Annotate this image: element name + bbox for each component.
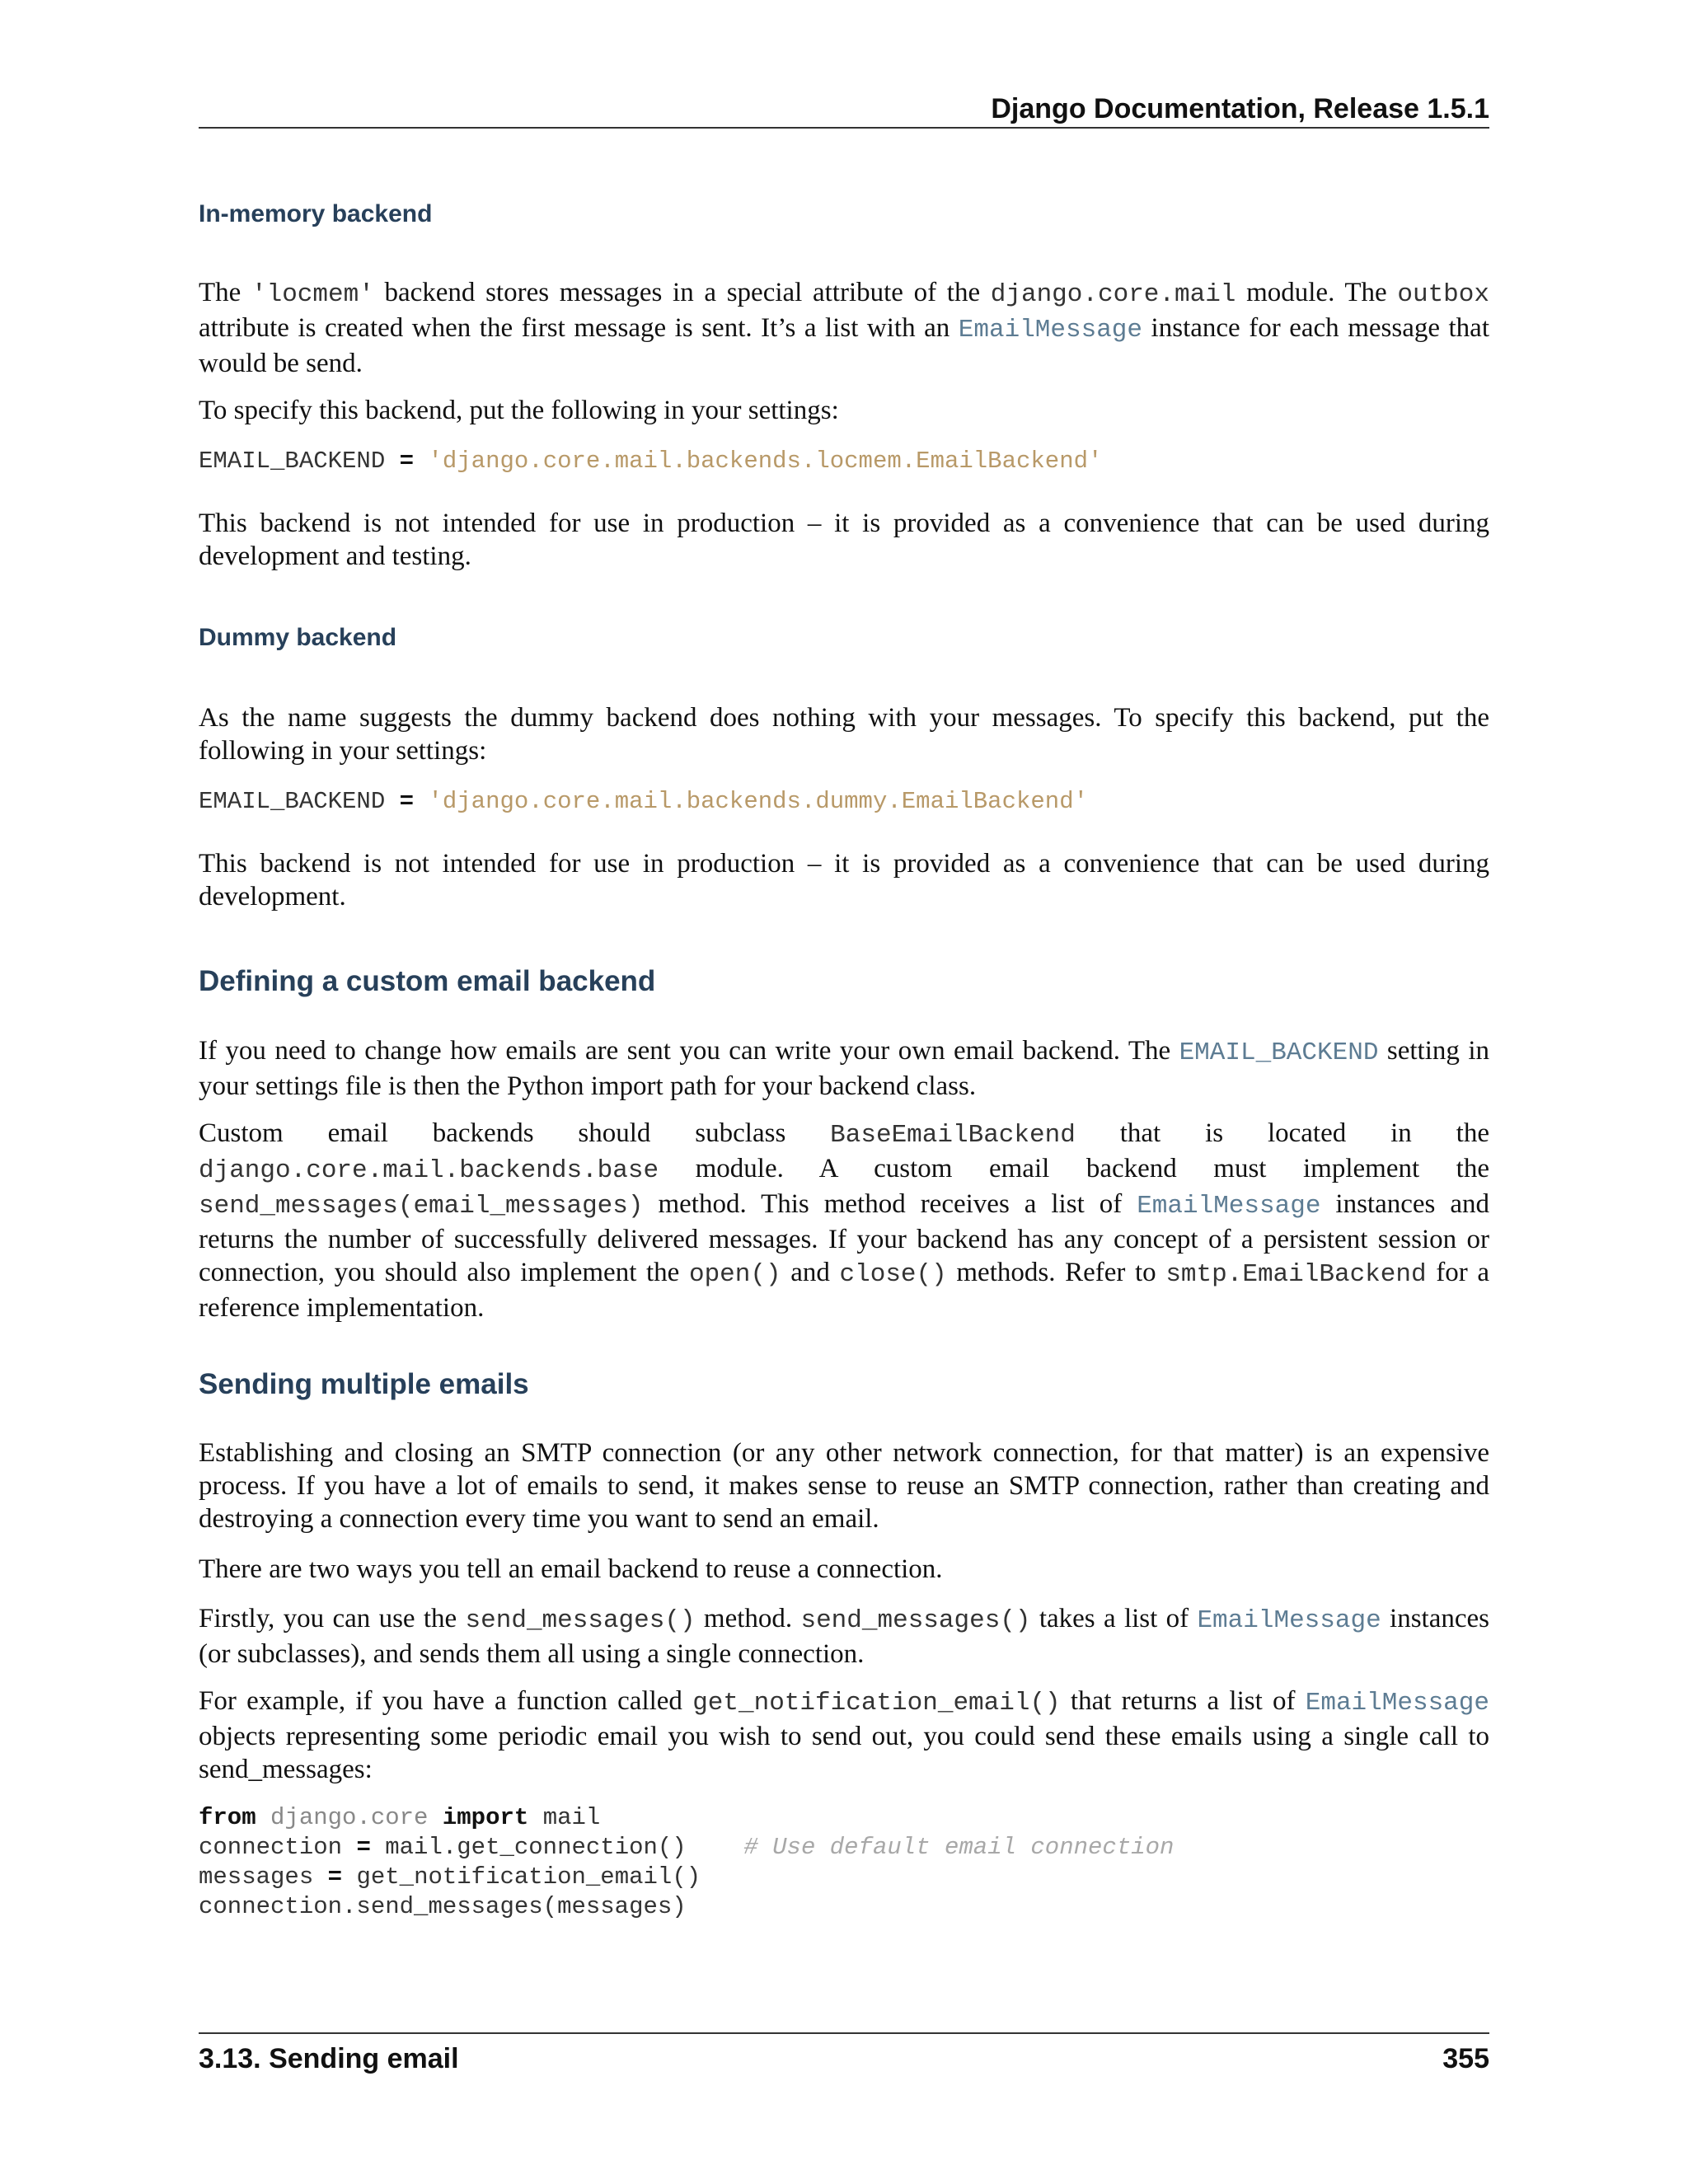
multiple-paragraph-2: There are two ways you tell an email backend to reuse a connection.	[199, 1554, 943, 1584]
footer-section-title: 3.13. Sending email	[199, 2043, 459, 2074]
code-line-3: messages = get_notification_email()	[199, 1863, 701, 1891]
inmemory-paragraph-3: This backend is not intended for use in production – it is provided as a convenience that can be used during development and testing.	[199, 509, 1489, 571]
code-line-2: connection = mail.get_connection() # Use default email connection	[199, 1834, 1175, 1861]
code-outbox: outbox	[1397, 280, 1489, 309]
code-locmem: 'locmem'	[251, 280, 374, 309]
heading-sending-multiple: Sending multiple emails	[199, 1368, 529, 1400]
multiple-paragraph-1: Establishing and closing an SMTP connection (or any other network connection, for that matter) is an expensive process. If you have a lot of emails to send, it makes sense to reuse an SMTP connection, rather than creating and destroying a connection every time you want to send an email.	[199, 1438, 1489, 1534]
link-email-backend-setting[interactable]: EMAIL_BACKEND	[1179, 1038, 1379, 1067]
inmemory-paragraph-1: The 'locmem' backend stores messages in a special attribute of the django.core.mail module. The outbox attribute is created when the first message is sent. It’s a list with an EmailMessage instance for each message that would be send.	[199, 278, 1489, 378]
code-block-dummy: EMAIL_BACKEND = 'django.core.mail.backends.dummy.EmailBackend'	[199, 788, 1088, 815]
inmemory-paragraph-2: To specify this backend, put the following in your settings:	[199, 396, 839, 425]
heading-dummy-backend: Dummy backend	[199, 624, 397, 651]
code-line-4: connection.send_messages(messages)	[199, 1893, 687, 1920]
code-comment: # Use default email connection	[743, 1834, 1175, 1861]
link-emailmessage[interactable]: EmailMessage	[958, 316, 1143, 344]
link-emailmessage[interactable]: EmailMessage	[1305, 1689, 1489, 1718]
custom-paragraph-1: If you need to change how emails are sent you can write your own email backend. The EMAIL_BACKEND setting in your settings file is then the Python import path for your backend class.	[199, 1036, 1489, 1101]
code-line-1: from django.core import mail	[199, 1804, 601, 1831]
multiple-paragraph-4: For example, if you have a function called get_notification_email() that returns a list of EmailMessage objects representing some periodic email you wish to send out, you could send these emails using a single call to send_messages:	[199, 1686, 1489, 1784]
footer-page-number: 355	[1442, 2043, 1489, 2074]
heading-custom-backend: Defining a custom email backend	[199, 965, 656, 997]
custom-paragraph-2: Custom email backends should subclass BaseEmailBackend that is located in the django.core.mail.backends.base module. A custom email backend must implement the send_messages(email_messages) method. This method receives a list of EmailMessage instances and returns the number of successfully delivered messages. If your backend has any concept of a persistent session or connection, you should also implement the open() and close() methods. Refer to smtp.EmailBackend for a reference implementation.	[199, 1118, 1489, 1323]
running-header: Django Documentation, Release 1.5.1	[199, 91, 1489, 129]
multiple-paragraph-3: Firstly, you can use the send_messages() method. send_messages() takes a list of EmailMessage instances (or subclasses), and sends them all using a single connection.	[199, 1604, 1489, 1669]
link-emailmessage[interactable]: EmailMessage	[1137, 1192, 1321, 1221]
dummy-paragraph-2: This backend is not intended for use in production – it is provided as a convenience that can be used during development.	[199, 849, 1489, 912]
code-django-core-mail: django.core.mail	[990, 280, 1236, 309]
link-emailmessage[interactable]: EmailMessage	[1197, 1606, 1381, 1635]
footer-rule	[199, 2032, 1489, 2034]
code-block-locmem: EMAIL_BACKEND = 'django.core.mail.backends.locmem.EmailBackend'	[199, 448, 1103, 475]
heading-inmemory-backend: In-memory backend	[199, 200, 433, 227]
dummy-paragraph-1: As the name suggests the dummy backend does nothing with your messages. To specify this backend, put the following in your settings:	[199, 703, 1489, 766]
